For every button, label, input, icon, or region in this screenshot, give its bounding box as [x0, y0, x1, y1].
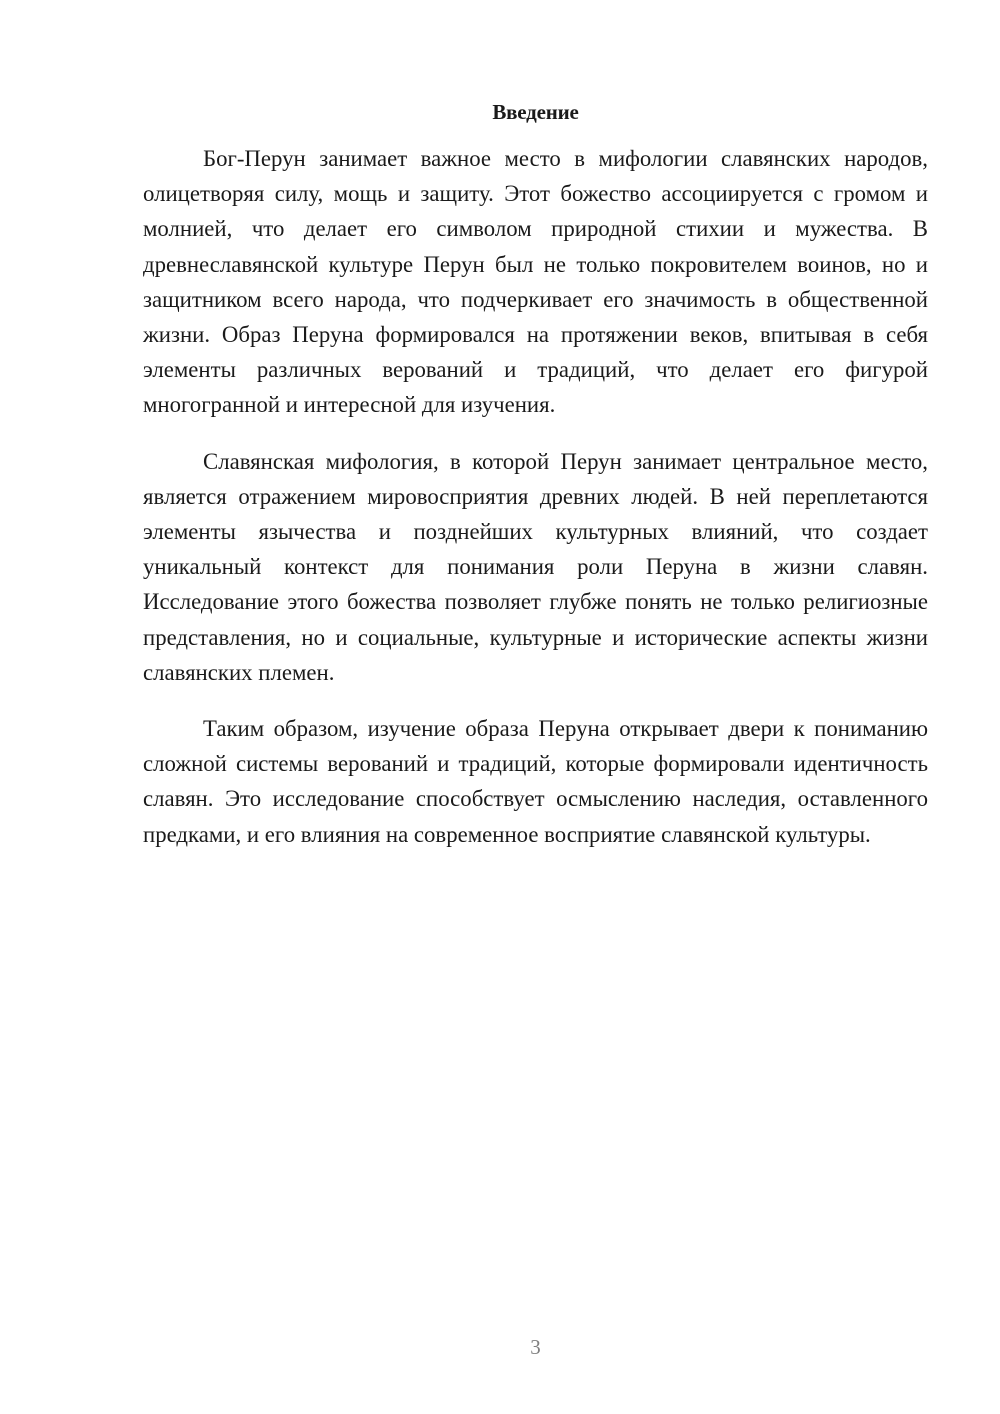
paragraph-2: Славянская мифология, в которой Перун занимает центральное место, является отражением мировосприятия древних людей. В ней переплетаются элементы язычества и позднейших культурных влияний, что создает уникальный контекст для понимания роли Перуна в жизни славян. Исследование этого божества позволяет глубже понять не только религиозные представления, но и социальные, культурные и исторические аспекты жизни славянских племен.: [143, 448, 928, 685]
paragraph-1: Бог-Перун занимает важное место в мифологии славянских народов, олицетворяя силу, мощь и защиту. Этот божество ассоциируется с громом и молнией, что делает его символом природной стихии и мужества. В древнеславянской культуре Перун был не только покровителем воинов, но и защитником всего народа, что подчеркивает его значимость в общественной жизни. Образ Перуна формировался на протяжении веков, впитывая в себя элементы различных верований и традиций, что делает его фигурой многогранной и интересной для изучения.: [143, 146, 928, 418]
section-heading: Введение: [492, 100, 579, 124]
paragraph-3: Таким образом, изучение образа Перуна открывает двери к пониманию сложной системы верований и традиций, которые формировали идентичность славян. Это исследование способствует осмыслению наследия, оставленного предками, и его влияния на современное восприятие славянской культуры.: [143, 716, 928, 847]
page-content: [143, 97, 928, 852]
page-number: 3: [530, 1335, 541, 1359]
